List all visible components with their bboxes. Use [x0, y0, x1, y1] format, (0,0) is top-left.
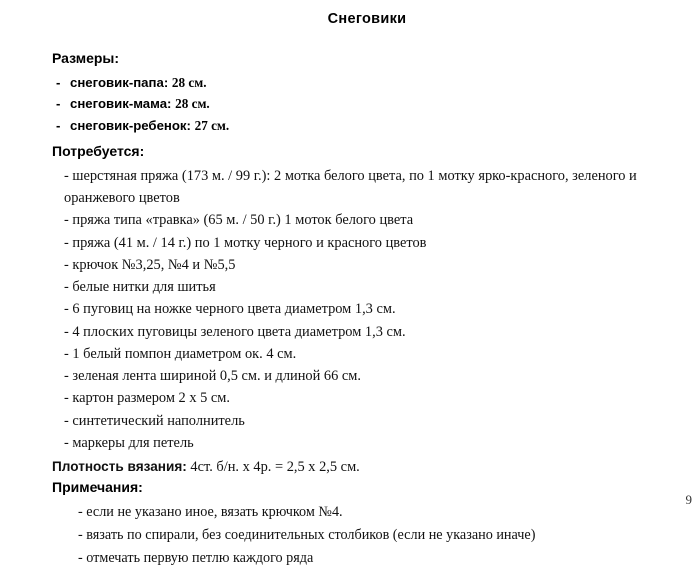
list-item: - шерстяная пряжа (173 м. / 99 г.): 2 мотка белого цвета, по 1 мотку ярко-красного, зеленого и оранжевого цветов — [64, 167, 637, 207]
size-value: 27 см. — [194, 117, 230, 133]
list-item: - если не указано иное, вязать крючком №4. — [78, 504, 343, 521]
density-value: 4ст. б/н. х 4р. = 2,5 х 2,5 см. — [190, 459, 360, 476]
list-item: - крючок №3,25, №4 и №5,5 — [64, 256, 236, 273]
list-item: - белые нитки для шитья — [64, 279, 216, 296]
sizes-heading: Размеры: — [52, 50, 120, 66]
notes-heading: Примечания: — [52, 479, 143, 496]
notes-list — [52, 501, 682, 570]
list-item — [52, 72, 682, 93]
notes-section — [52, 478, 682, 570]
materials-heading: Потребуется: — [52, 143, 145, 160]
size-value: 28 см. — [175, 96, 210, 112]
size-value: 28 см. — [171, 74, 207, 90]
list-dash: - — [56, 74, 61, 90]
size-label: снеговик-ребенок: — [70, 117, 191, 133]
materials-section — [52, 142, 682, 454]
list-item: - отмечать первую петлю каждого ряда — [78, 550, 314, 567]
size-label: снеговик-папа: — [70, 74, 169, 90]
list-item: - картон размером 2 х 5 см. — [64, 390, 230, 407]
list-item: - пряжа (41 м. / 14 г.) по 1 мотку черного и красного цветов — [64, 234, 427, 251]
sizes-list — [52, 72, 682, 136]
page-number: 9 — [685, 492, 692, 507]
list-dash: - — [56, 96, 61, 112]
list-item: - вязать по спирали, без соединительных столбиков (если не указано иначе) — [78, 527, 536, 544]
materials-list — [52, 165, 682, 454]
list-item: - 1 белый помпон диаметром ок. 4 см. — [64, 345, 297, 362]
list-item — [52, 115, 682, 136]
list-item: - 4 плоских пуговицы зеленого цвета диаметром 1,3 см. — [64, 323, 406, 340]
sizes-section — [52, 49, 682, 136]
density-label: Плотность вязания: — [52, 459, 187, 475]
size-label: снеговик-мама: — [70, 96, 172, 112]
page-title: Снеговики — [327, 11, 407, 27]
list-item: - синтетический наполнитель — [64, 412, 245, 429]
density-line — [52, 456, 682, 478]
list-item: - пряжа типа «травка» (65 м. / 50 г.) 1 моток белого цвета — [64, 212, 414, 229]
list-item: - зеленая лента шириной 0,5 см. и длиной 66 см. — [64, 368, 361, 385]
list-item — [52, 93, 682, 114]
list-item: - 6 пуговиц на ножке черного цвета диаметром 1,3 см. — [64, 301, 396, 318]
list-item: - маркеры для петель — [64, 434, 194, 451]
list-dash: - — [56, 117, 61, 133]
